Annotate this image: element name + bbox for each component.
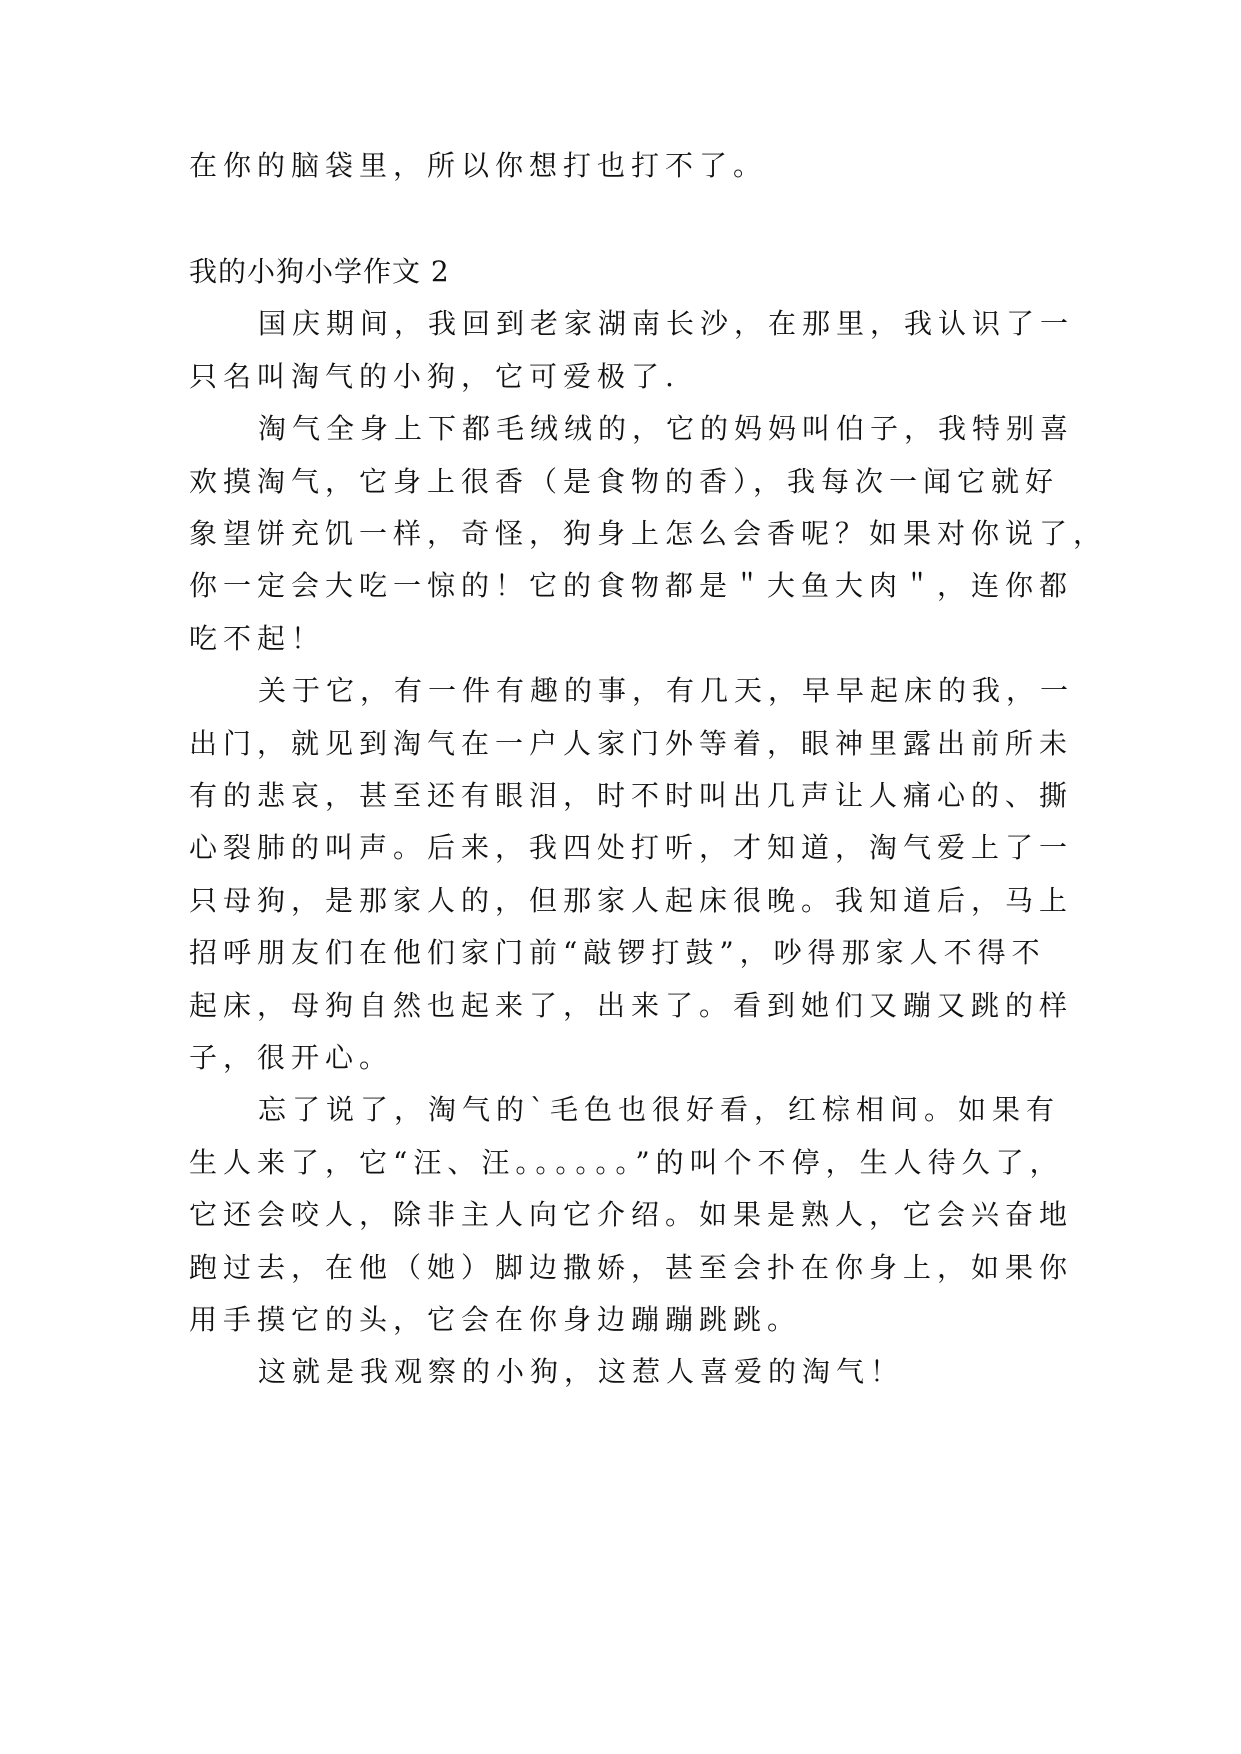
text-line: 象望饼充饥一样，奇怪，狗身上怎么会香呢？如果对你说了， [189,517,1108,550]
section-title: 我的小狗小学作文 2 [189,255,450,288]
text-line: 跑过去，在他（她）脚边撒娇，甚至会扑在你身上，如果你 [189,1251,1074,1284]
text-line: 出门，就见到淘气在一户人家门外等着，眼神里露出前所未 [189,727,1074,760]
text-line: 它还会咬人，除非主人向它介绍。如果是熟人，它会兴奋地 [189,1198,1074,1231]
text-line: 在你的脑袋里，所以你想打也打不了。 [189,149,768,182]
text-line: 生人来了，它“汪、汪。。。。。。”的叫个不停，生人待久了， [189,1146,1064,1179]
text-line: 只母狗，是那家人的，但那家人起床很晚。我知道后，马上 [189,884,1074,917]
text-line: 吃不起！ [189,622,326,655]
paragraph-first-line: 国庆期间，我回到老家湖南长沙，在那里，我认识了一 [258,307,1075,340]
paragraph-first-line: 忘了说了，淘气的`毛色也很好看，红棕相间。如果有 [258,1093,1061,1126]
text-line: 心裂肺的叫声。后来，我四处打听，才知道，淘气爱上了一 [189,831,1074,864]
text-line: 只名叫淘气的小狗，它可爱极了. [189,360,680,393]
text-line: 子，很开心。 [189,1041,394,1074]
text-line: 有的悲哀，甚至还有眼泪，时不时叫出几声让人痛心的、撕 [189,779,1074,812]
text-line: 用手摸它的头，它会在你身边蹦蹦跳跳。 [189,1303,802,1336]
paragraph-first-line: 这就是我观察的小狗，这惹人喜爱的淘气！ [258,1355,905,1388]
text-line: 欢摸淘气，它身上很香（是食物的香），我每次一闻它就好 [189,465,1060,498]
paragraph-first-line: 淘气全身上下都毛绒绒的，它的妈妈叫伯子，我特别喜 [258,412,1075,445]
text-line: 起床，母狗自然也起来了，出来了。看到她们又蹦又跳的样 [189,989,1074,1022]
text-line: 你一定会大吃一惊的！它的食物都是＂大鱼大肉＂，连你都 [189,569,1074,602]
paragraph-first-line: 关于它，有一件有趣的事，有几天，早早起床的我，一 [258,674,1075,707]
text-line: 招呼朋友们在他们家门前“敲锣打鼓”，吵得那家人不得不 [189,936,1046,969]
